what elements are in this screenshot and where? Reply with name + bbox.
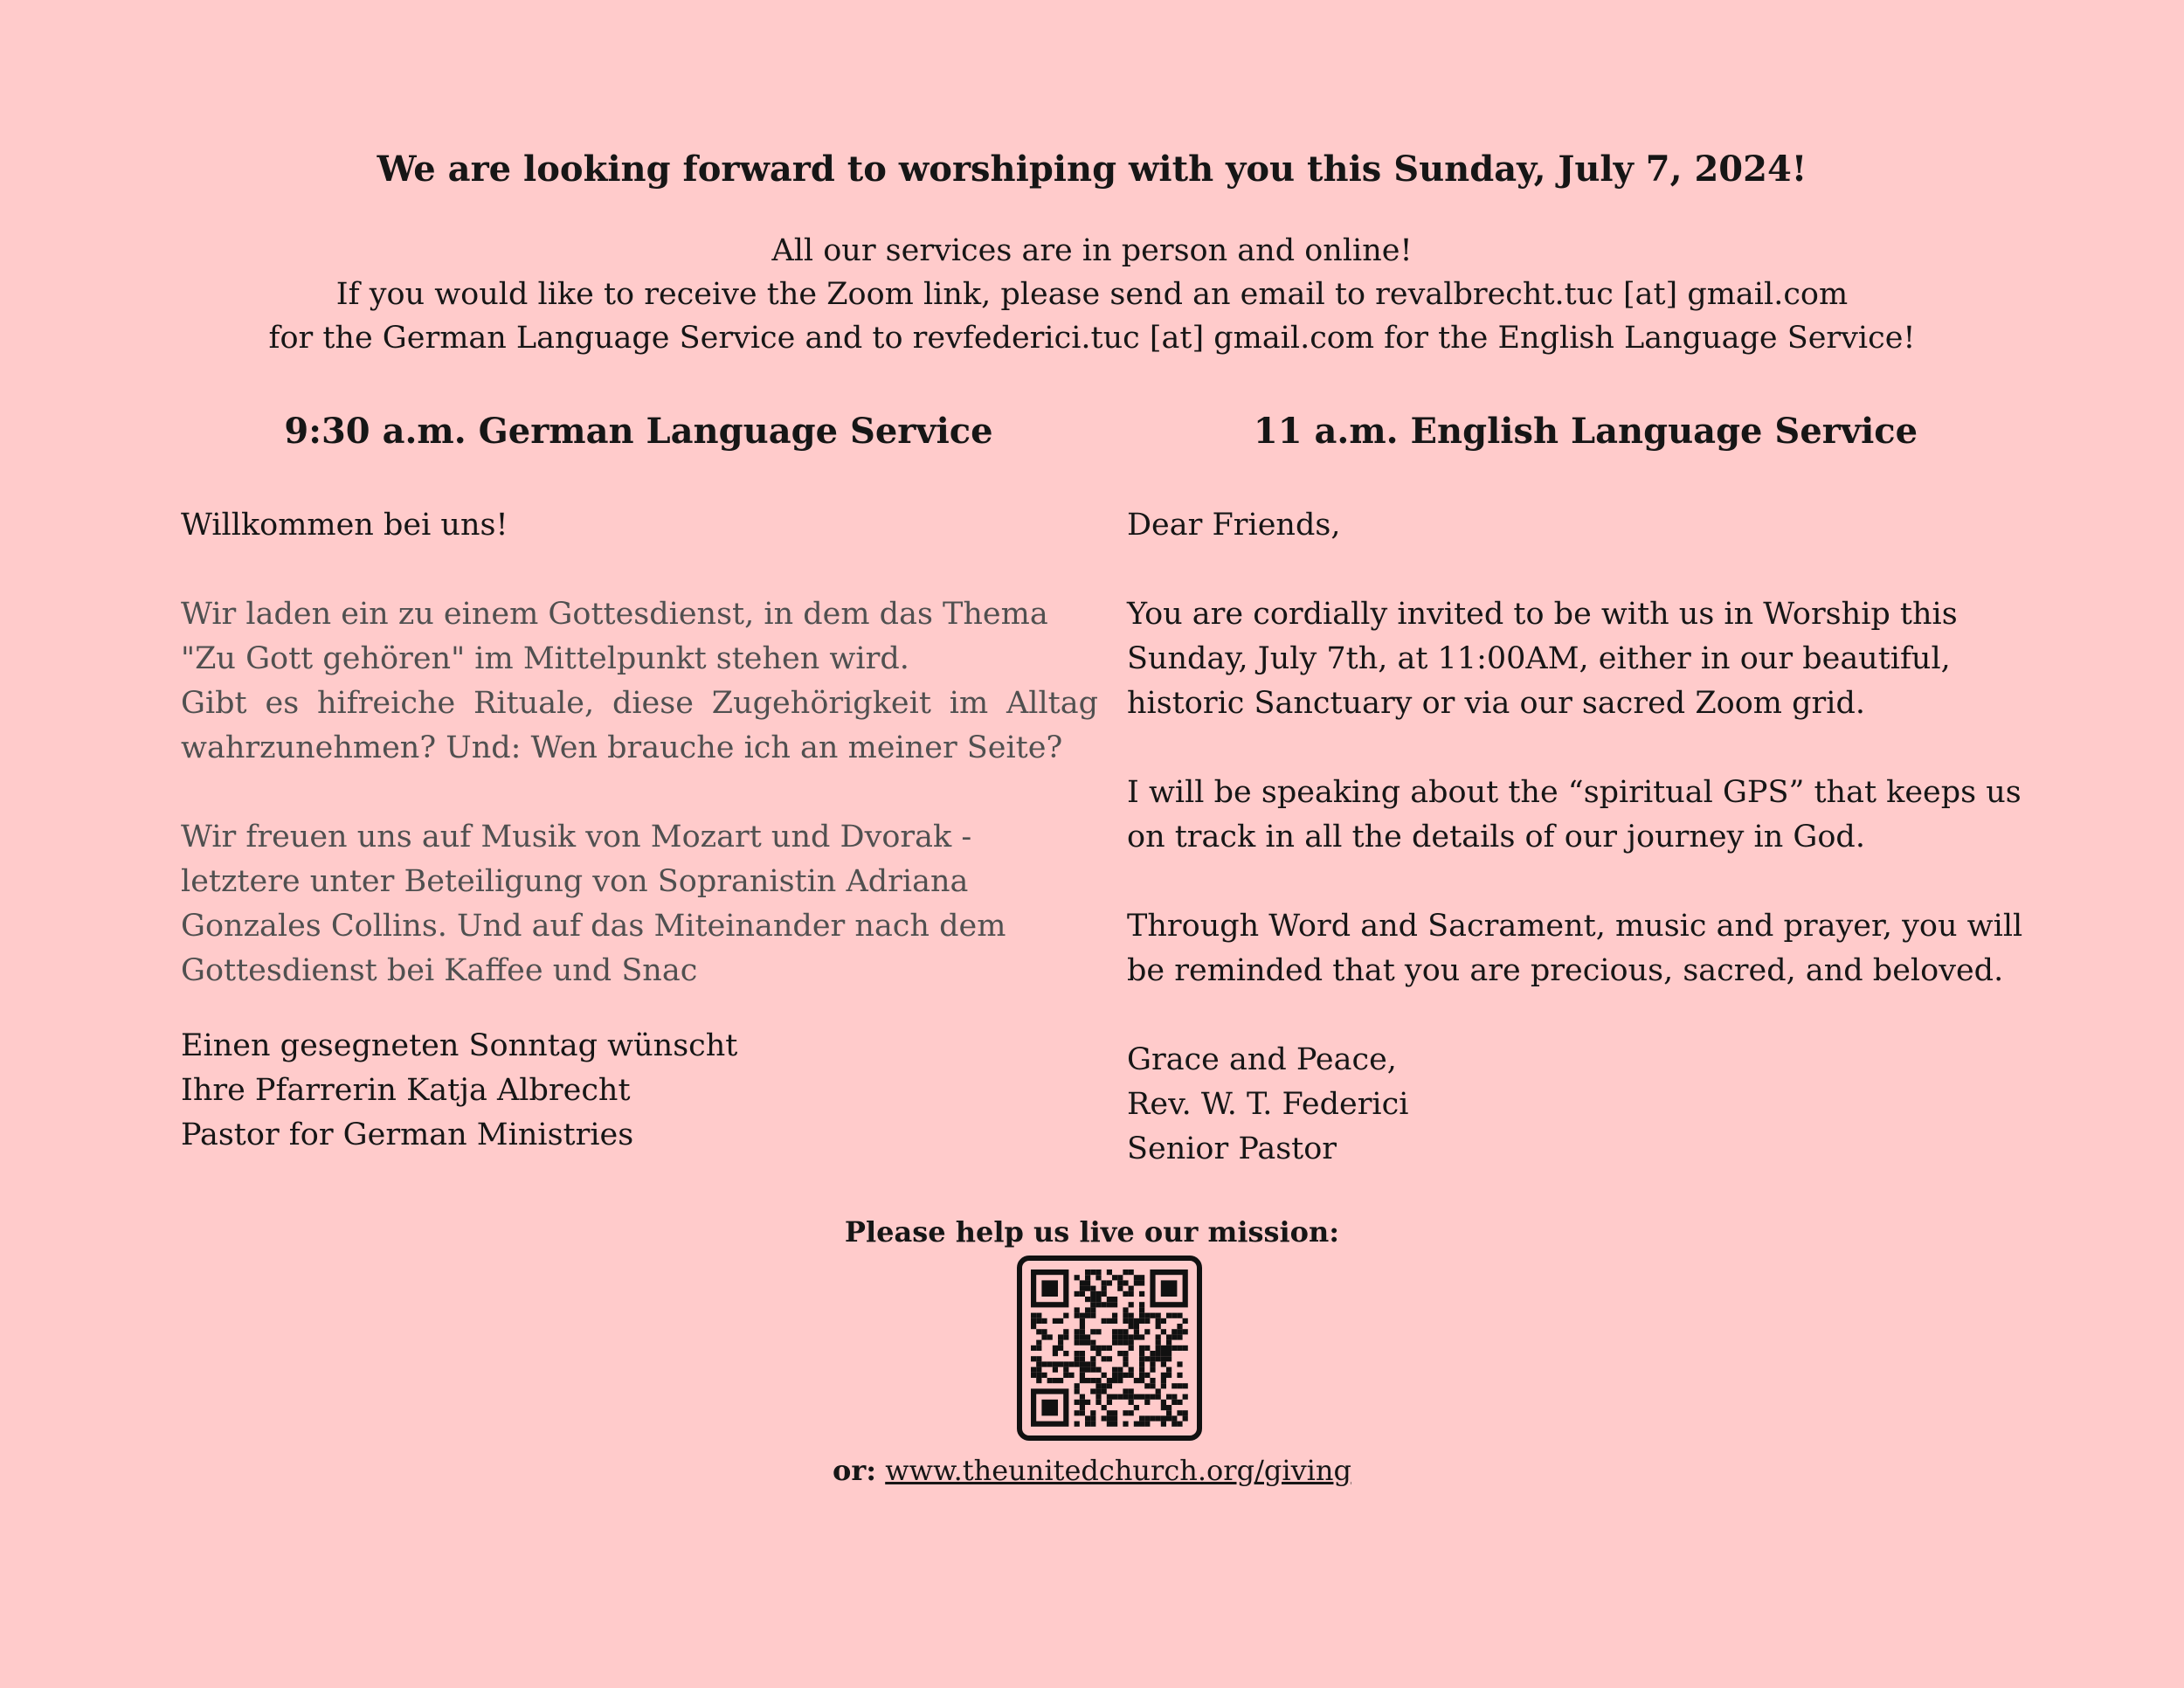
english-paragraph: Through Word and Sacrament, music and prayer, you will be reminded that you are precious, sacred, and beloved.: [1127, 909, 2023, 988]
english-paragraph: I will be speaking about the “spiritual GPS” that keeps us on track in all the details of our journey in God.: [1127, 775, 2022, 854]
german-closing-line: Pastor for German Ministries: [181, 1117, 634, 1152]
english-service-column: [1127, 503, 2053, 1172]
german-paragraph: Gibt es hifreiche Rituale, diese Zugehörigkeit im Alltag wahrzunehmen? Und: Wen brauche ich an meiner Seite?: [181, 686, 1098, 765]
giving-link[interactable]: www.theunitedchurch.org/giving: [885, 1454, 1351, 1487]
german-service-column: [181, 503, 1098, 1158]
english-paragraph: You are cordially invited to be with us in Worship this Sunday, July 7th, at 11:00AM, either in our beautiful, historic Sanctuary or via our sacred Zoom grid.: [1127, 597, 1958, 721]
german-closing-line: Einen gesegneten Sonntag wünscht: [181, 1028, 738, 1063]
intro-line: All our services are in person and online!: [771, 233, 1413, 268]
english-greeting: Dear Friends,: [1127, 508, 1341, 543]
intro-line: If you would like to receive the Zoom link, please send an email to revalbrecht.tuc [at] gmail.com: [335, 277, 1849, 312]
german-paragraph: Wir freuen uns auf Musik von Mozart und Dvorak - letztere unter Beteiligung von Sopranistin Adriana Gonzales Collins. Und auf das Miteinander nach dem Gottesdienst bei Kaffee und Snac: [181, 820, 1006, 988]
english-closing-line: Senior Pastor: [1127, 1131, 1337, 1166]
german-greeting: Willkommen bei uns!: [181, 508, 508, 543]
or-label: or:: [833, 1454, 877, 1487]
english-closing-line: Grace and Peace,: [1127, 1042, 1397, 1077]
giving-qr-code[interactable]: [1017, 1256, 1202, 1441]
english-service-title: 11 a.m. English Language Service: [1253, 411, 1918, 452]
german-paragraph: Wir laden ein zu einem Gottesdienst, in dem das Thema "Zu Gott gehören" im Mittelpunkt stehen wird.: [181, 597, 1048, 676]
intro-text: [0, 229, 2184, 360]
qr-code-icon: [1022, 1261, 1197, 1435]
mission-label: Please help us live our mission:: [844, 1215, 1340, 1249]
page-headline: We are looking forward to worshiping with you this Sunday, July 7, 2024!: [377, 149, 1807, 190]
german-service-title: 9:30 a.m. German Language Service: [284, 411, 993, 452]
german-closing-line: Ihre Pfarrerin Katja Albrecht: [181, 1073, 631, 1108]
intro-line: for the German Language Service and to revfederici.tuc [at] gmail.com for the English Language Service!: [268, 321, 1916, 356]
english-closing-line: Rev. W. T. Federici: [1127, 1087, 1409, 1122]
giving-line: [0, 1449, 2184, 1492]
